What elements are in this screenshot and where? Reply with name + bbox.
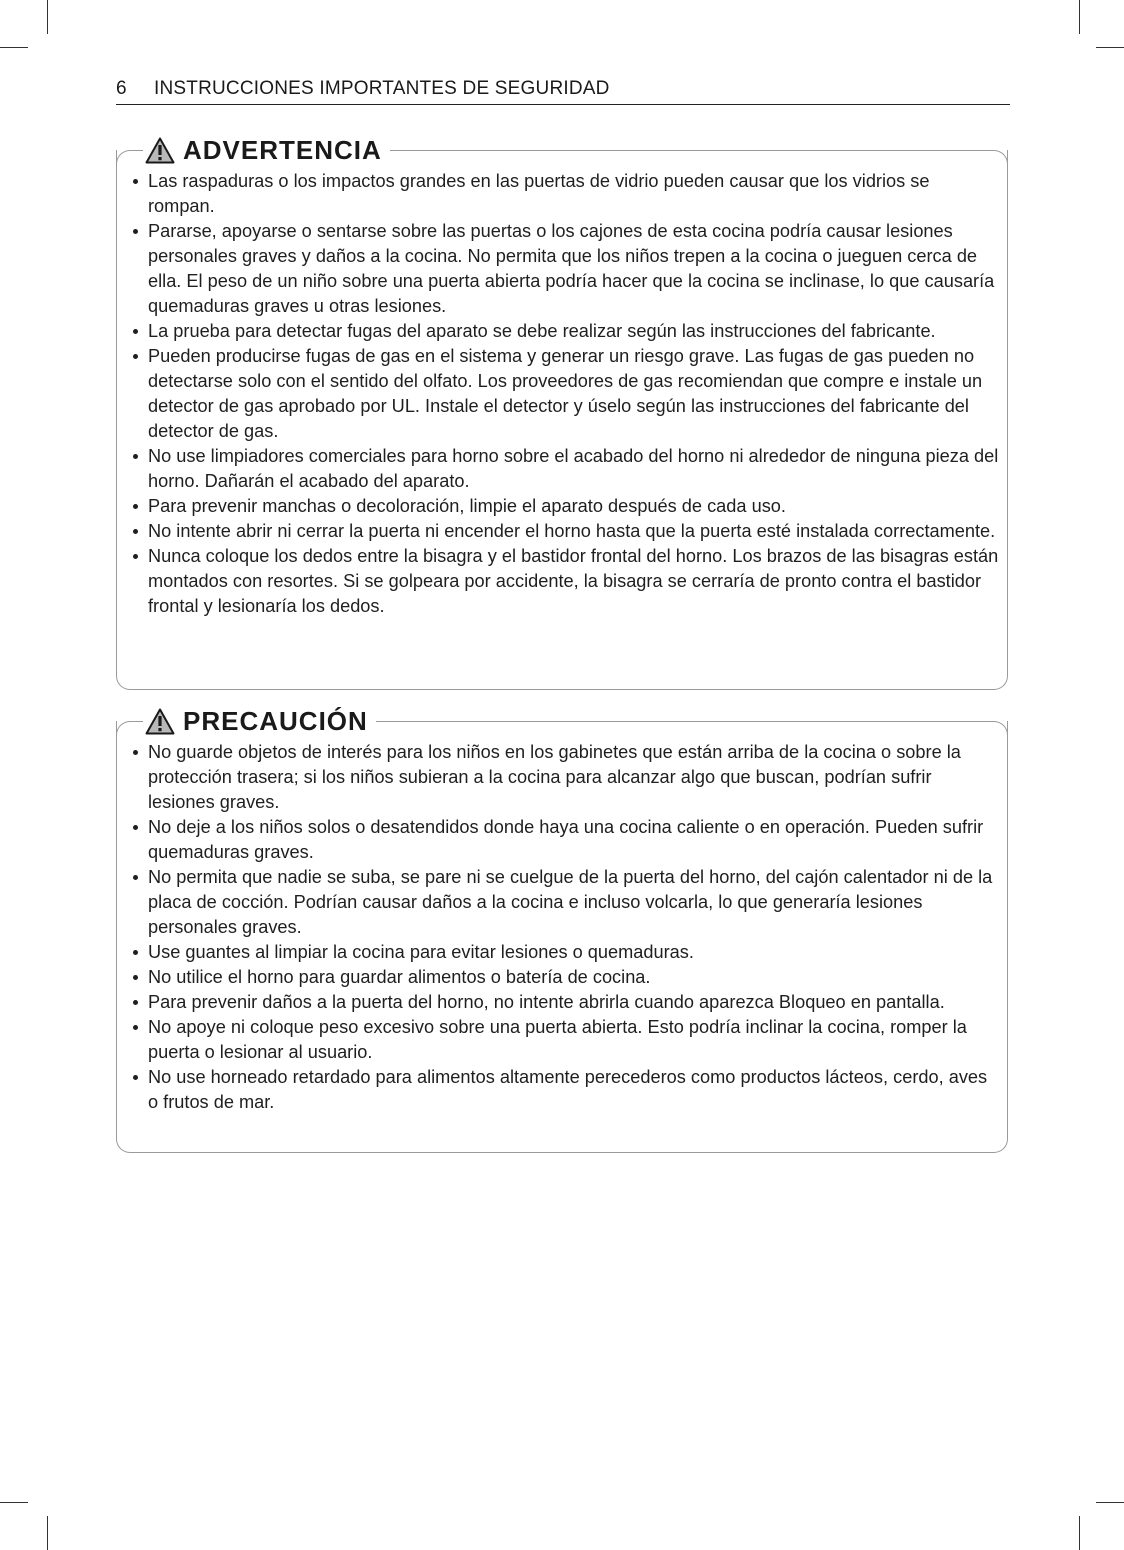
warning-box: [116, 135, 1008, 690]
list-item: Pararse, apoyarse o sentarse sobre las puertas o los cajones de esta cocina podría causar lesiones personales graves y daños a la cocina. No permita que los niños trepen a la cocina o jueguen cerca de ella. El peso de un niño sobre una puerta abierta podría hacer que la cocina se inclinase, lo que causaría quemaduras graves u otras lesiones.: [131, 219, 999, 319]
list-item: Para prevenir daños a la puerta del horno, no intente abrirla cuando aparezca Bloqueo en pantalla.: [131, 990, 999, 1015]
crop-mark: [0, 47, 28, 48]
caution-heading: [145, 706, 376, 737]
page-number: 6: [116, 78, 127, 99]
list-item: Para prevenir manchas o decoloración, limpie el aparato después de cada uso.: [131, 494, 999, 519]
list-item: No utilice el horno para guardar alimentos o batería de cocina.: [131, 965, 999, 990]
warning-triangle-icon: [145, 137, 175, 164]
caution-box: [116, 706, 1008, 1153]
page-title: INSTRUCCIONES IMPORTANTES DE SEGURIDAD: [154, 78, 610, 99]
list-item: Nunca coloque los dedos entre la bisagra y el bastidor frontal del horno. Los brazos de las bisagras están montados con resortes. Si se golpeara por accidente, la bisagra se cerraría de pronto contra el bastidor frontal y lesionaría los dedos.: [131, 544, 999, 619]
list-item: No permita que nadie se suba, se pare ni se cuelgue de la puerta del horno, del cajón calentador ni de la placa de cocción. Podrían causar daños a la cocina e incluso volcarla, lo que generaría lesiones personales graves.: [131, 865, 999, 940]
caution-list: [131, 740, 999, 1115]
list-item: No use limpiadores comerciales para horno sobre el acabado del horno ni alrededor de ninguna pieza del horno. Dañarán el acabado del aparato.: [131, 444, 999, 494]
warning-triangle-icon: [145, 708, 175, 735]
crop-mark: [47, 0, 48, 34]
list-item: No guarde objetos de interés para los niños en los gabinetes que están arriba de la cocina o sobre la protección trasera; si los niños subieran a la cocina para alcanzar algo que buscan, podrían sufrir lesiones graves.: [131, 740, 999, 815]
crop-mark: [0, 1502, 28, 1503]
warning-heading: [145, 135, 390, 166]
crop-mark: [1096, 1502, 1124, 1503]
list-item: No deje a los niños solos o desatendidos donde haya una cocina caliente o en operación. Pueden sufrir quemaduras graves.: [131, 815, 999, 865]
list-item: La prueba para detectar fugas del aparato se debe realizar según las instrucciones del fabricante.: [131, 319, 999, 344]
warning-heading-text: ADVERTENCIA: [183, 135, 382, 165]
crop-mark: [47, 1516, 48, 1550]
caution-heading-text: PRECAUCIÓN: [183, 706, 368, 736]
list-item: No use horneado retardado para alimentos altamente perecederos como productos lácteos, cerdo, aves o frutos de mar.: [131, 1065, 999, 1115]
crop-mark: [1096, 47, 1124, 48]
list-item: Las raspaduras o los impactos grandes en las puertas de vidrio pueden causar que los vidrios se rompan.: [131, 169, 999, 219]
list-item: Pueden producirse fugas de gas en el sistema y generar un riesgo grave. Las fugas de gas pueden no detectarse solo con el sentido del olfato. Los proveedores de gas recomiendan que compre e instale un detector de gas aprobado por UL. Instale el detector y úselo según las instrucciones del fabricante del detector de gas.: [131, 344, 999, 444]
list-item: No apoye ni coloque peso excesivo sobre una puerta abierta. Esto podría inclinar la cocina, romper la puerta o lesionar al usuario.: [131, 1015, 999, 1065]
crop-mark: [1079, 1516, 1080, 1550]
page-header: [116, 78, 1010, 105]
list-item: No intente abrir ni cerrar la puerta ni encender el horno hasta que la puerta esté instalada correctamente.: [131, 519, 999, 544]
crop-mark: [1079, 0, 1080, 34]
list-item: Use guantes al limpiar la cocina para evitar lesiones o quemaduras.: [131, 940, 999, 965]
warning-list: [131, 169, 999, 619]
